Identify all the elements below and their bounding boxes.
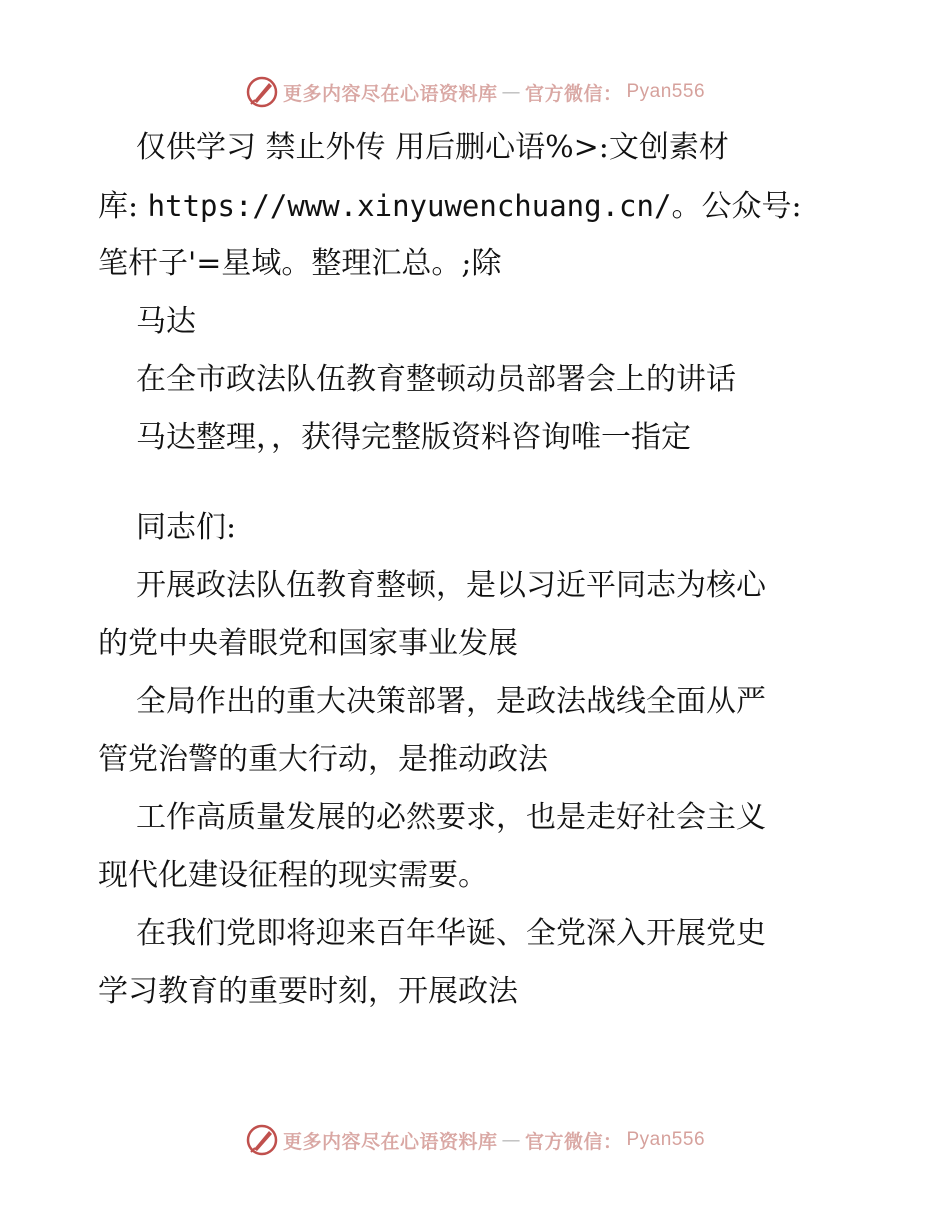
watermark-official: 官方微信： [524,1130,623,1153]
notice-url: https://www.xinyuwenchuang.cn/ [147,189,672,223]
notice-line-2-suffix: 。公众号: [671,189,802,224]
speech-title: 在全市政法队伍教育整顿动员部署会上的讲话 [136,362,736,397]
watermark-wechat-id: Pyan556 [626,81,706,102]
author: 马达 [136,304,196,339]
feather-pen-logo-icon [245,75,279,109]
salutation: 同志们: [136,510,237,545]
paragraph-4-line-2: 学习教育的重要时刻，开展政法 [98,974,518,1009]
paragraph-2-line-1: 全局作出的重大决策部署，是政法战线全面从严 [136,684,766,719]
paragraph-1-line-2: 的党中央着眼党和国家事业发展 [98,626,518,661]
compiled-by: 马达整理，，获得完整版资料咨询唯一指定 [136,420,691,455]
feather-pen-logo-icon [245,1123,279,1157]
paragraph-2-line-2: 管党治警的重大行动，是推动政法 [98,742,548,777]
notice-line-3: 笔杆子'=星域。整理汇总。;除 [98,246,502,281]
paragraph-4-line-1: 在我们党即将迎来百年华诞、全党深入开展党史 [136,916,766,951]
paragraph-3-line-2: 现代化建设征程的现实需要。 [98,858,488,893]
watermark-header [0,72,950,112]
watermark-official: 官方微信： [524,82,623,105]
watermark-text: 更多内容尽在心语资料库 [282,1130,498,1153]
notice-line-2-prefix: 库: [98,189,148,224]
watermark-dash: — [501,81,521,103]
paragraph-1-line-1: 开展政法队伍教育整顿，是以习近平同志为核心 [136,568,766,603]
paragraph-3-line-1: 工作高质量发展的必然要求，也是走好社会主义 [136,800,766,835]
watermark-text: 更多内容尽在心语资料库 [282,82,498,105]
notice-line-2 [98,186,858,227]
notice-line-1: 仅供学习 禁止外传 用后删心语%>:文创素材 [136,130,729,165]
watermark-dash: — [501,1129,521,1151]
watermark-footer [0,1120,950,1160]
watermark-wechat-id: Pyan556 [626,1129,706,1150]
